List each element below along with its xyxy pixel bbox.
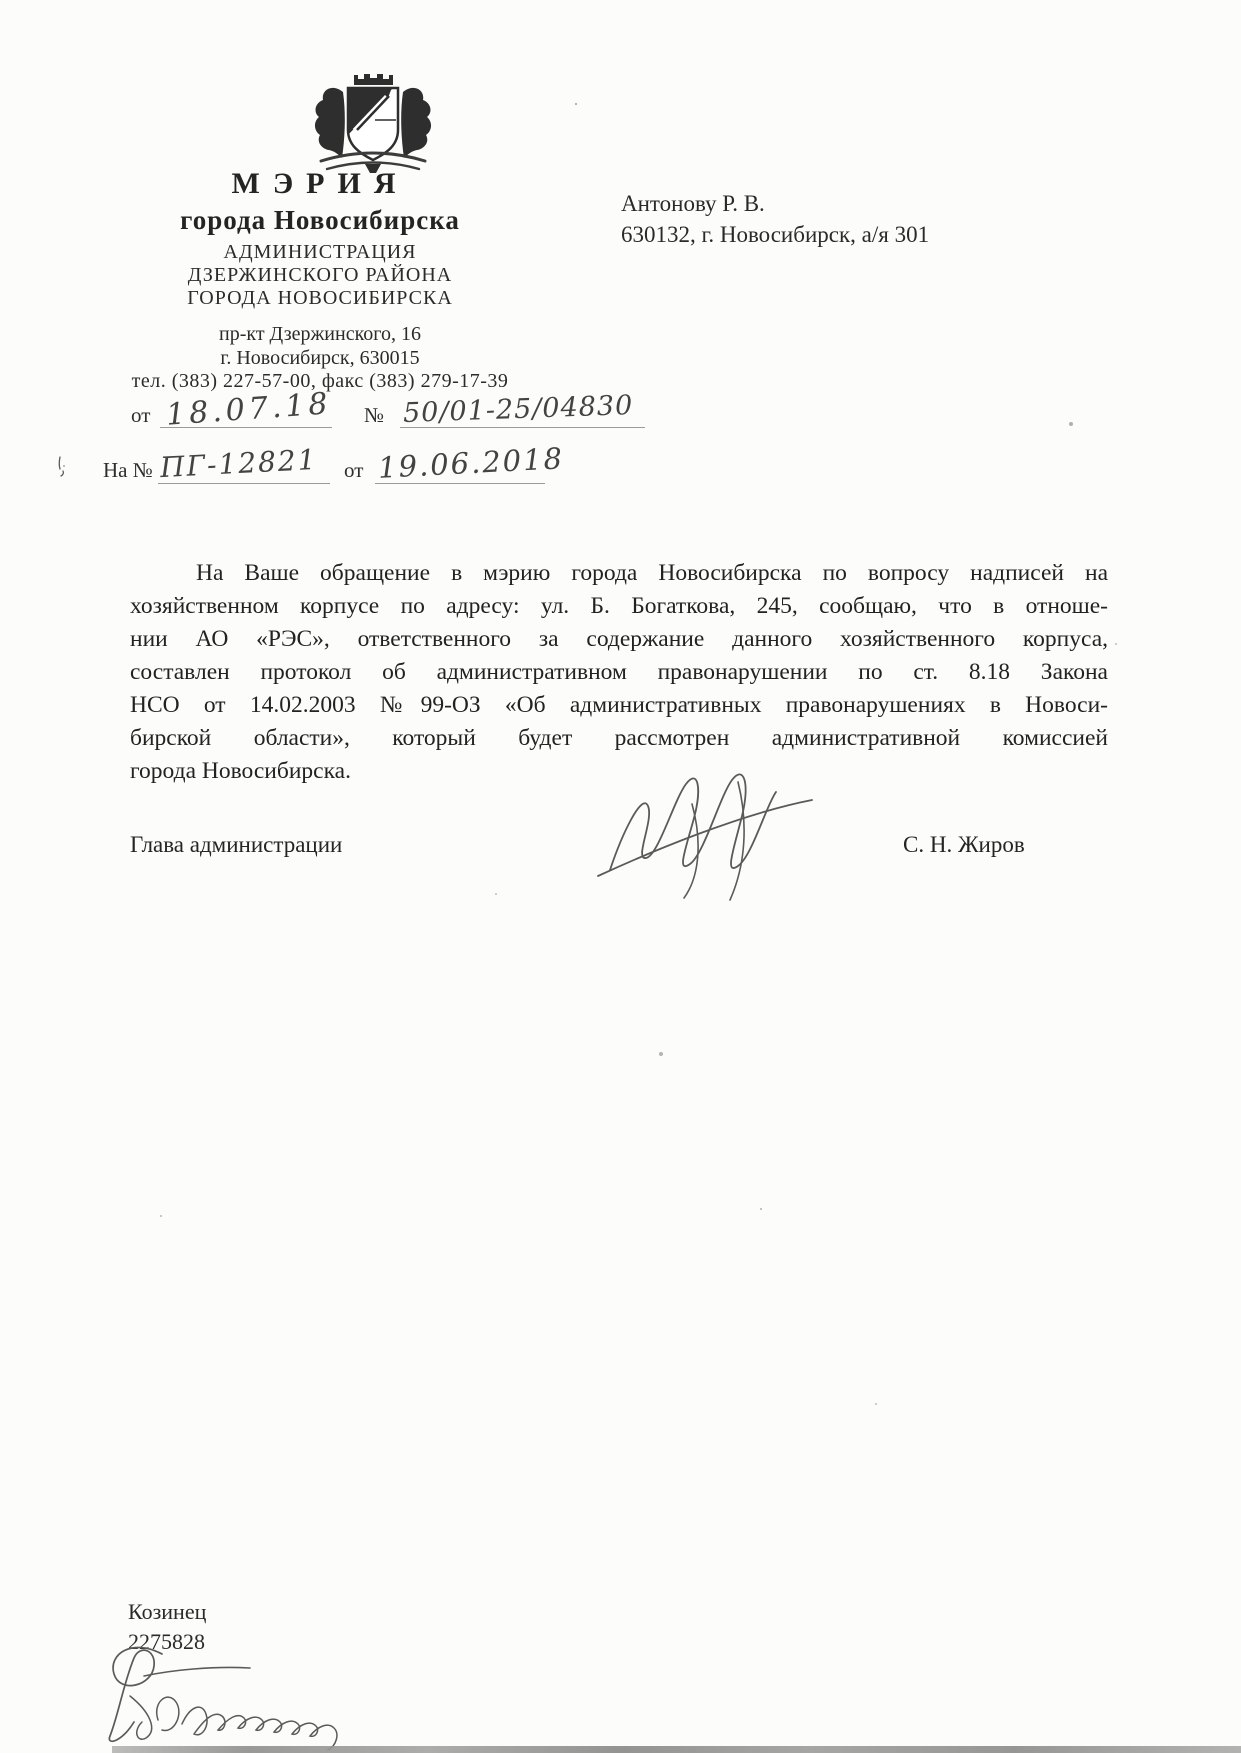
secondary-handwritten-scrawl-icon — [150, 1678, 380, 1753]
body-line: хозяйственном корпусе по адресу: ул. Б. Богаткова, 245, сообщаю, что в отноше- — [130, 593, 1108, 619]
org-phone-fax: тел. (383) 227-57-00, факс (383) 279-17-39 — [131, 370, 509, 392]
signer-name: С. Н. Жиров — [903, 832, 1025, 857]
org-address-city: г. Новосибирск, 630015 — [220, 347, 420, 369]
org-address-street: пр-кт Дзержинского, 16 — [219, 323, 421, 345]
incoming-date-handwritten: 19.06.2018 — [377, 441, 565, 485]
body-line: бирской области», который будет рассмотрен административной комиссией — [130, 725, 1108, 751]
novosibirsk-coat-of-arms-icon — [287, 68, 459, 178]
signer-position-title: Глава администрации — [130, 832, 343, 857]
incoming-number-label: На № — [103, 458, 153, 482]
scan-noise-specks — [575, 103, 577, 105]
org-sub-line2: ДЗЕРЖИНСКОГО РАЙОНА — [187, 264, 453, 286]
executor-name: Козинец — [128, 1599, 207, 1624]
org-name-line1: МЭРИЯ — [231, 167, 409, 200]
outgoing-date-handwritten: 18.07.18 — [164, 386, 333, 433]
body-line: На Ваше обращение в мэрию города Новосибирска по вопросу надписей на — [196, 560, 1108, 586]
body-line: НСО от 14.02.2003 №99-ОЗ «Об административных правонарушениях в Новоси- — [130, 692, 1108, 718]
recipient-block — [621, 188, 929, 250]
body-line: города Новосибирска. — [130, 758, 351, 784]
outgoing-number-handwritten: 50/01-25/04830 — [402, 389, 634, 430]
incoming-number-handwritten: ПГ-12821 — [159, 442, 319, 485]
recipient-name: Антонову Р. В. — [621, 191, 765, 216]
zhirov-handwritten-signature-icon — [588, 752, 823, 902]
body-line: составлен протокол об административном правонарушении по ст. 8.18 Закона — [130, 659, 1108, 685]
stray-pen-mark — [55, 455, 69, 477]
recipient-address: 630132, г. Новосибирск, а/я 301 — [621, 222, 930, 247]
org-sub-line1: АДМИНИСТРАЦИЯ — [223, 241, 417, 263]
body-line: нии АО «РЭС», ответственного за содержание данного хозяйственного корпуса, — [130, 626, 1108, 652]
incoming-number-rule — [158, 483, 330, 484]
scan-bottom-edge — [112, 1746, 1241, 1753]
org-sub-line3: ГОРОДА НОВОСИБИРСКА — [187, 287, 453, 309]
incoming-date-label: от — [344, 458, 364, 482]
executor-phone: 2275828 — [128, 1629, 205, 1654]
outgoing-date-label: от — [131, 403, 151, 427]
org-name-line2: города Новосибирска — [180, 205, 460, 235]
outgoing-number-label: № — [364, 403, 385, 427]
